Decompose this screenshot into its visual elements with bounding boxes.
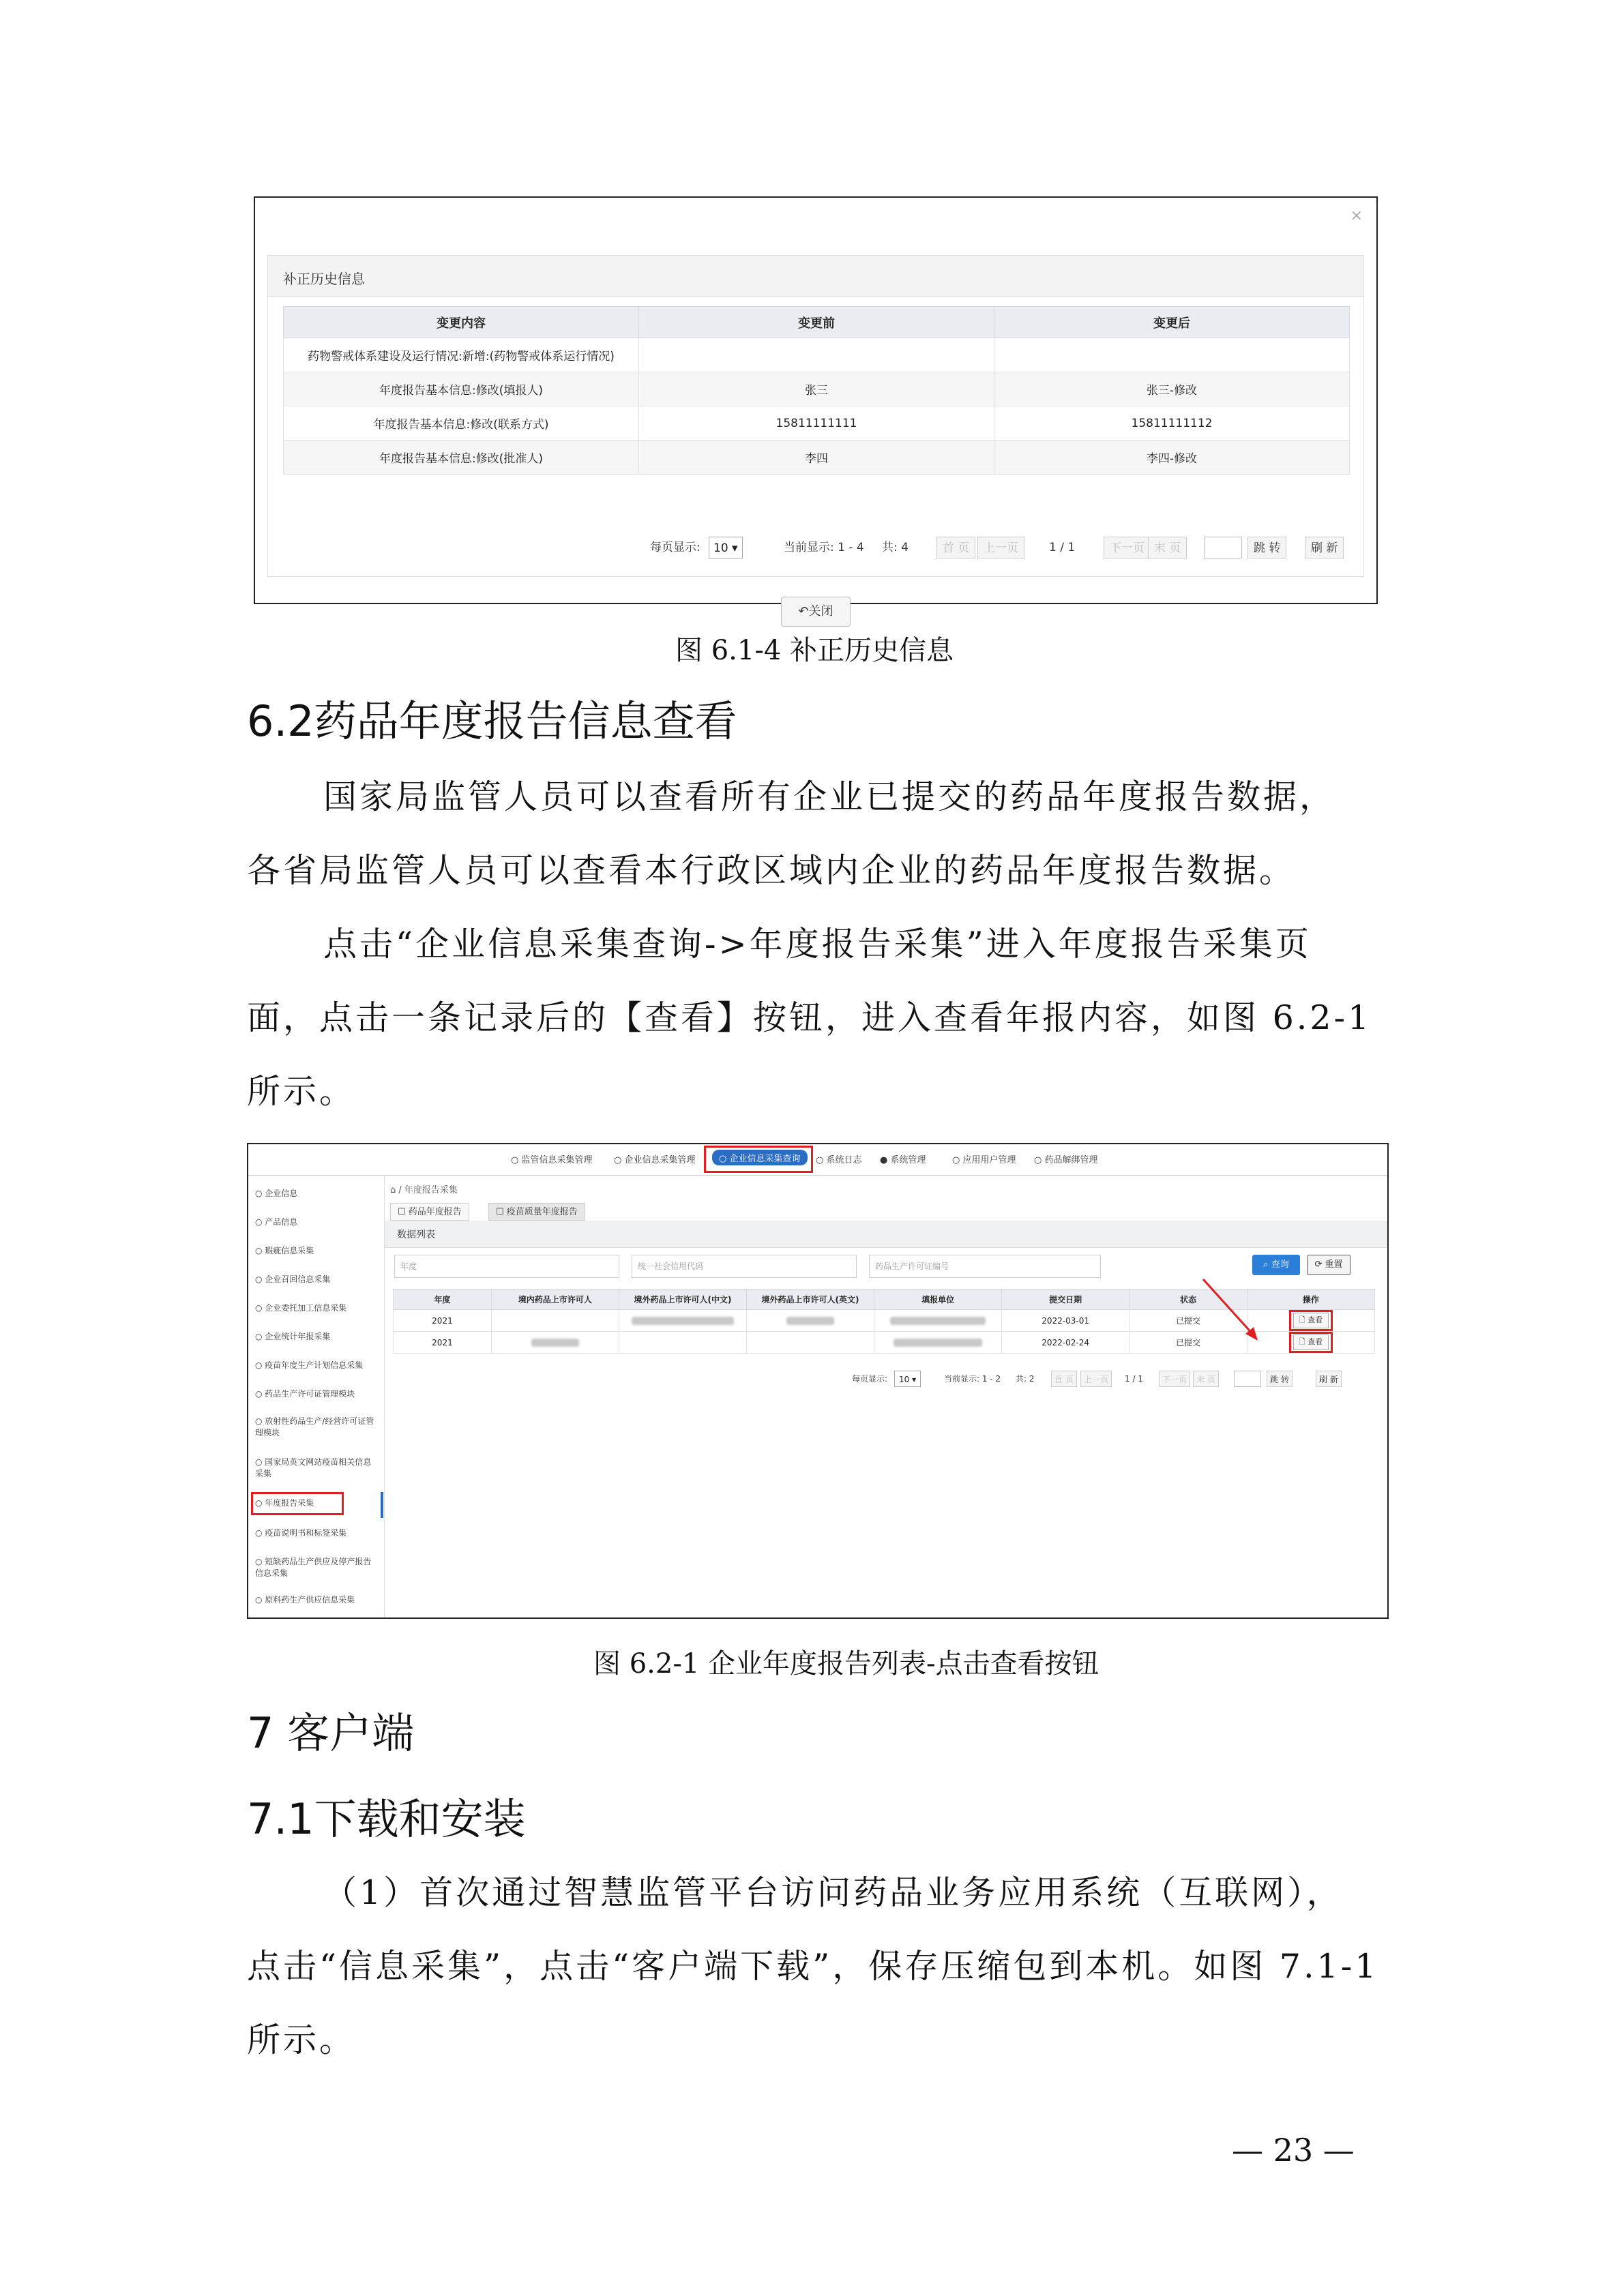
- current-range: 当前显示: 1 - 4: [784, 541, 864, 554]
- annual-report-screenshot: [247, 1143, 1389, 1619]
- sidebar-item[interactable]: ○ 疫苗说明书和标签采集: [255, 1527, 379, 1539]
- active-indicator: [381, 1492, 383, 1518]
- document-icon: 🗋: [1299, 1315, 1305, 1324]
- paragraph-line: 国家局监管人员可以查看所有企业已提交的药品年度报告数据，: [323, 777, 1336, 816]
- table-row: [284, 372, 1350, 406]
- column-header: 境外药品上市许可人(中文): [619, 1289, 746, 1310]
- table-cell: [994, 338, 1350, 372]
- sidebar-item[interactable]: ○ 企业统计年报采集: [255, 1331, 379, 1343]
- per-page-label: 每页显示:: [650, 541, 700, 554]
- refresh-button[interactable]: 刷 新: [1305, 537, 1344, 558]
- credit-code-filter-input[interactable]: 统一社会信用代码: [632, 1255, 857, 1278]
- sidebar-item[interactable]: ○ 产品信息: [255, 1217, 379, 1228]
- redacted-cell: [874, 1332, 1002, 1354]
- next-page-button[interactable]: 下一页: [1104, 537, 1151, 558]
- sidebar-item[interactable]: ○ 放射性药品生产/经营许可证管理模块: [255, 1416, 379, 1439]
- main-content: [385, 1176, 1389, 1619]
- table-cell: 年度报告基本信息:修改(填报人): [284, 372, 639, 406]
- sidebar-item[interactable]: ○ 企业信息: [255, 1188, 379, 1199]
- column-header: 境外药品上市许可人(英文): [747, 1289, 874, 1310]
- current-range: 当前显示: 1 - 2: [944, 1374, 1001, 1384]
- per-page-select[interactable]: 10 ▾: [894, 1371, 921, 1387]
- page-indicator: 1 / 1: [1049, 541, 1076, 554]
- arrow-annotation: [1200, 1277, 1262, 1345]
- figure-caption: 图 6.1-4 补正历史信息: [675, 635, 954, 666]
- first-page-button[interactable]: 首 页: [1051, 1371, 1077, 1387]
- column-header: 填报单位: [874, 1289, 1002, 1310]
- highlight-box: [1289, 1332, 1333, 1353]
- arrow-line: [1203, 1279, 1254, 1335]
- column-header: 状态: [1130, 1289, 1247, 1310]
- paragraph-line: 点击“企业信息采集查询->年度报告采集”进入年度报告采集页: [323, 925, 1312, 964]
- sidebar-item[interactable]: ○ 疫苗年度生产计划信息采集: [255, 1360, 379, 1371]
- column-header: 提交日期: [1002, 1289, 1130, 1310]
- figure-caption: 图 6.2-1 企业年度报告列表-点击查看按钮: [593, 1648, 1099, 1680]
- breadcrumb: ⌂ / 年度报告采集: [390, 1185, 458, 1195]
- tab-drug-annual-report[interactable]: ☐ 药品年度报告: [390, 1203, 469, 1221]
- prev-page-button[interactable]: 上一页: [977, 537, 1024, 558]
- paragraph-line: （1）首次通过智慧监管平台访问药品业务应用系统（互联网），: [323, 1873, 1343, 1912]
- highlight-box: [251, 1492, 344, 1515]
- page-indicator: 1 / 1: [1125, 1374, 1143, 1384]
- nav-item[interactable]: ○ 药品解绑管理: [1034, 1155, 1098, 1165]
- section-heading: 6.2药品年度报告信息查看: [247, 696, 737, 746]
- refresh-icon: ⟳: [1314, 1259, 1323, 1270]
- table-cell: 张三-修改: [994, 372, 1350, 406]
- table-cell: 15811111111: [639, 406, 994, 441]
- table-cell: 张三: [639, 372, 994, 406]
- last-page-button[interactable]: 末 页: [1193, 1371, 1219, 1387]
- paragraph-line: 点击“信息采集”，点击“客户端下载”，保存压缩包到本机。如图 7.1-1: [247, 1947, 1379, 1986]
- page-number: — 23 —: [1232, 2132, 1355, 2168]
- table-cell: 李四: [639, 441, 994, 475]
- next-page-button[interactable]: 下一页: [1159, 1371, 1190, 1387]
- status-cell: 已提交: [1130, 1310, 1247, 1332]
- table-row: [284, 338, 1350, 372]
- column-header: 变更前: [639, 307, 994, 338]
- last-page-button[interactable]: 末 页: [1148, 537, 1187, 558]
- nav-item[interactable]: ○ 应用用户管理: [952, 1155, 1016, 1165]
- highlight-box: [704, 1146, 813, 1173]
- paragraph-line: 所示。: [247, 1072, 356, 1111]
- paragraph-line: 所示。: [247, 2021, 356, 2059]
- sidebar-item[interactable]: ○ 企业委托加工信息采集: [255, 1302, 379, 1314]
- prev-page-button[interactable]: 上一页: [1080, 1371, 1112, 1387]
- total-count: 共: 4: [882, 541, 909, 554]
- table-cell: 李四-修改: [994, 441, 1350, 475]
- license-number-filter-input[interactable]: 药品生产许可证编号: [869, 1255, 1101, 1278]
- paragraph-line: 面，点击一条记录后的【查看】按钮，进入查看年报内容，如图 6.2-1: [247, 998, 1372, 1037]
- nav-item[interactable]: ○ 企业信息采集管理: [614, 1155, 696, 1165]
- first-page-button[interactable]: 首 页: [936, 537, 975, 558]
- table-cell: 药物警戒体系建设及运行情况:新增:(药物警戒体系运行情况): [284, 338, 639, 372]
- correction-history-dialog: [254, 196, 1378, 618]
- redacted-cell: [619, 1310, 746, 1332]
- view-button[interactable]: 🗋 查看: [1293, 1313, 1329, 1328]
- redacted-cell: [874, 1310, 1002, 1332]
- history-table: [283, 306, 1350, 475]
- year-cell: 2021: [394, 1310, 492, 1332]
- undo-icon: ↶: [798, 604, 809, 618]
- redacted-cell: [491, 1310, 619, 1332]
- reset-button[interactable]: ⟳ 重置: [1307, 1255, 1350, 1275]
- section-header: [385, 1221, 1389, 1248]
- submit-date-cell: 2022-02-24: [1002, 1332, 1130, 1354]
- pagination: [650, 537, 1359, 558]
- redacted-cell: [491, 1332, 619, 1354]
- panel-header: [268, 256, 1363, 297]
- table-row: [284, 441, 1350, 475]
- jump-page-input[interactable]: [1234, 1371, 1261, 1387]
- nav-item[interactable]: ● 系统管理: [880, 1155, 926, 1165]
- sidebar-item[interactable]: ○ 药品生产许可证管理模块: [255, 1388, 379, 1400]
- section-heading: 7.1下载和安装: [247, 1794, 526, 1844]
- section-title: 数据列表: [397, 1229, 435, 1240]
- sidebar-item-annual-report[interactable]: ○ 年度报告采集: [255, 1497, 379, 1509]
- chapter-heading: 7 客户端: [247, 1708, 415, 1758]
- table-cell: 年度报告基本信息:修改(批准人): [284, 441, 639, 475]
- highlight-box: [1289, 1310, 1333, 1331]
- top-navigation: [248, 1144, 1387, 1176]
- sidebar-item[interactable]: ○ 原料药生产供应信息采集: [255, 1594, 379, 1606]
- column-header: 境内药品上市许可人: [491, 1289, 619, 1310]
- redacted-cell: [747, 1310, 874, 1332]
- column-header: 年度: [394, 1289, 492, 1310]
- action-cell: [1247, 1310, 1374, 1332]
- redacted-cell: [619, 1332, 746, 1354]
- paragraph-line: 各省局监管人员可以查看本行政区域内企业的药品年度报告数据。: [247, 851, 1296, 890]
- table-cell: 15811111112: [994, 406, 1350, 441]
- column-header: 操作: [1247, 1289, 1374, 1310]
- per-page-label: 每页显示:: [852, 1374, 888, 1384]
- jump-button[interactable]: 跳 转: [1247, 537, 1286, 558]
- refresh-button[interactable]: 刷 新: [1316, 1371, 1342, 1387]
- redacted-cell: [747, 1332, 874, 1354]
- panel-title: 补正历史信息: [283, 271, 365, 287]
- jump-page-input[interactable]: [1204, 537, 1242, 558]
- close-button[interactable]: ↶关闭: [781, 597, 851, 627]
- sidebar-item[interactable]: ○ 国家局英文网站疫苗相关信息采集: [255, 1457, 379, 1480]
- paragraph: [247, 1856, 1378, 2077]
- table-cell: 年度报告基本信息:修改(联系方式): [284, 406, 639, 441]
- action-cell: [1247, 1332, 1374, 1354]
- submit-date-cell: 2022-03-01: [1002, 1310, 1130, 1332]
- tab-vaccine-annual-report[interactable]: ☐ 疫苗质量年度报告: [488, 1203, 585, 1221]
- per-page-select[interactable]: 10 ▾: [709, 537, 743, 558]
- paragraph: [247, 760, 1372, 1129]
- view-button[interactable]: 🗋 查看: [1293, 1335, 1329, 1350]
- nav-item[interactable]: ○ 系统日志: [816, 1155, 862, 1165]
- correction-history-panel: [267, 255, 1364, 618]
- table-cell: [639, 338, 994, 372]
- year-cell: 2021: [394, 1332, 492, 1354]
- user-icon: ●: [880, 1155, 888, 1165]
- table-row: [284, 406, 1350, 441]
- query-button[interactable]: ⌕ 查询: [1252, 1255, 1300, 1275]
- nav-item-active[interactable]: ○ 企业信息采集查询: [712, 1150, 808, 1165]
- column-header: 变更后: [994, 307, 1350, 338]
- year-filter-input[interactable]: 年度: [394, 1255, 619, 1278]
- sidebar: [248, 1176, 385, 1619]
- total-count: 共: 2: [1016, 1374, 1035, 1384]
- column-header: 变更内容: [284, 307, 639, 338]
- pagination: [852, 1371, 1384, 1387]
- home-icon[interactable]: ⌂: [390, 1185, 396, 1195]
- search-icon: ⌕: [1263, 1259, 1269, 1270]
- nav-item[interactable]: ○ 监管信息采集管理: [511, 1155, 593, 1165]
- close-icon[interactable]: ×: [1350, 207, 1363, 224]
- sidebar-item[interactable]: ○ 企业召回信息采集: [255, 1274, 379, 1285]
- status-cell: 已提交: [1130, 1332, 1247, 1354]
- sidebar-item[interactable]: ○ 短缺药品生产供应及停产报告信息采集: [255, 1556, 379, 1579]
- sidebar-item[interactable]: ○ 瑕疵信息采集: [255, 1245, 379, 1257]
- document-icon: 🗋: [1299, 1337, 1305, 1346]
- jump-button[interactable]: 跳 转: [1267, 1371, 1293, 1387]
